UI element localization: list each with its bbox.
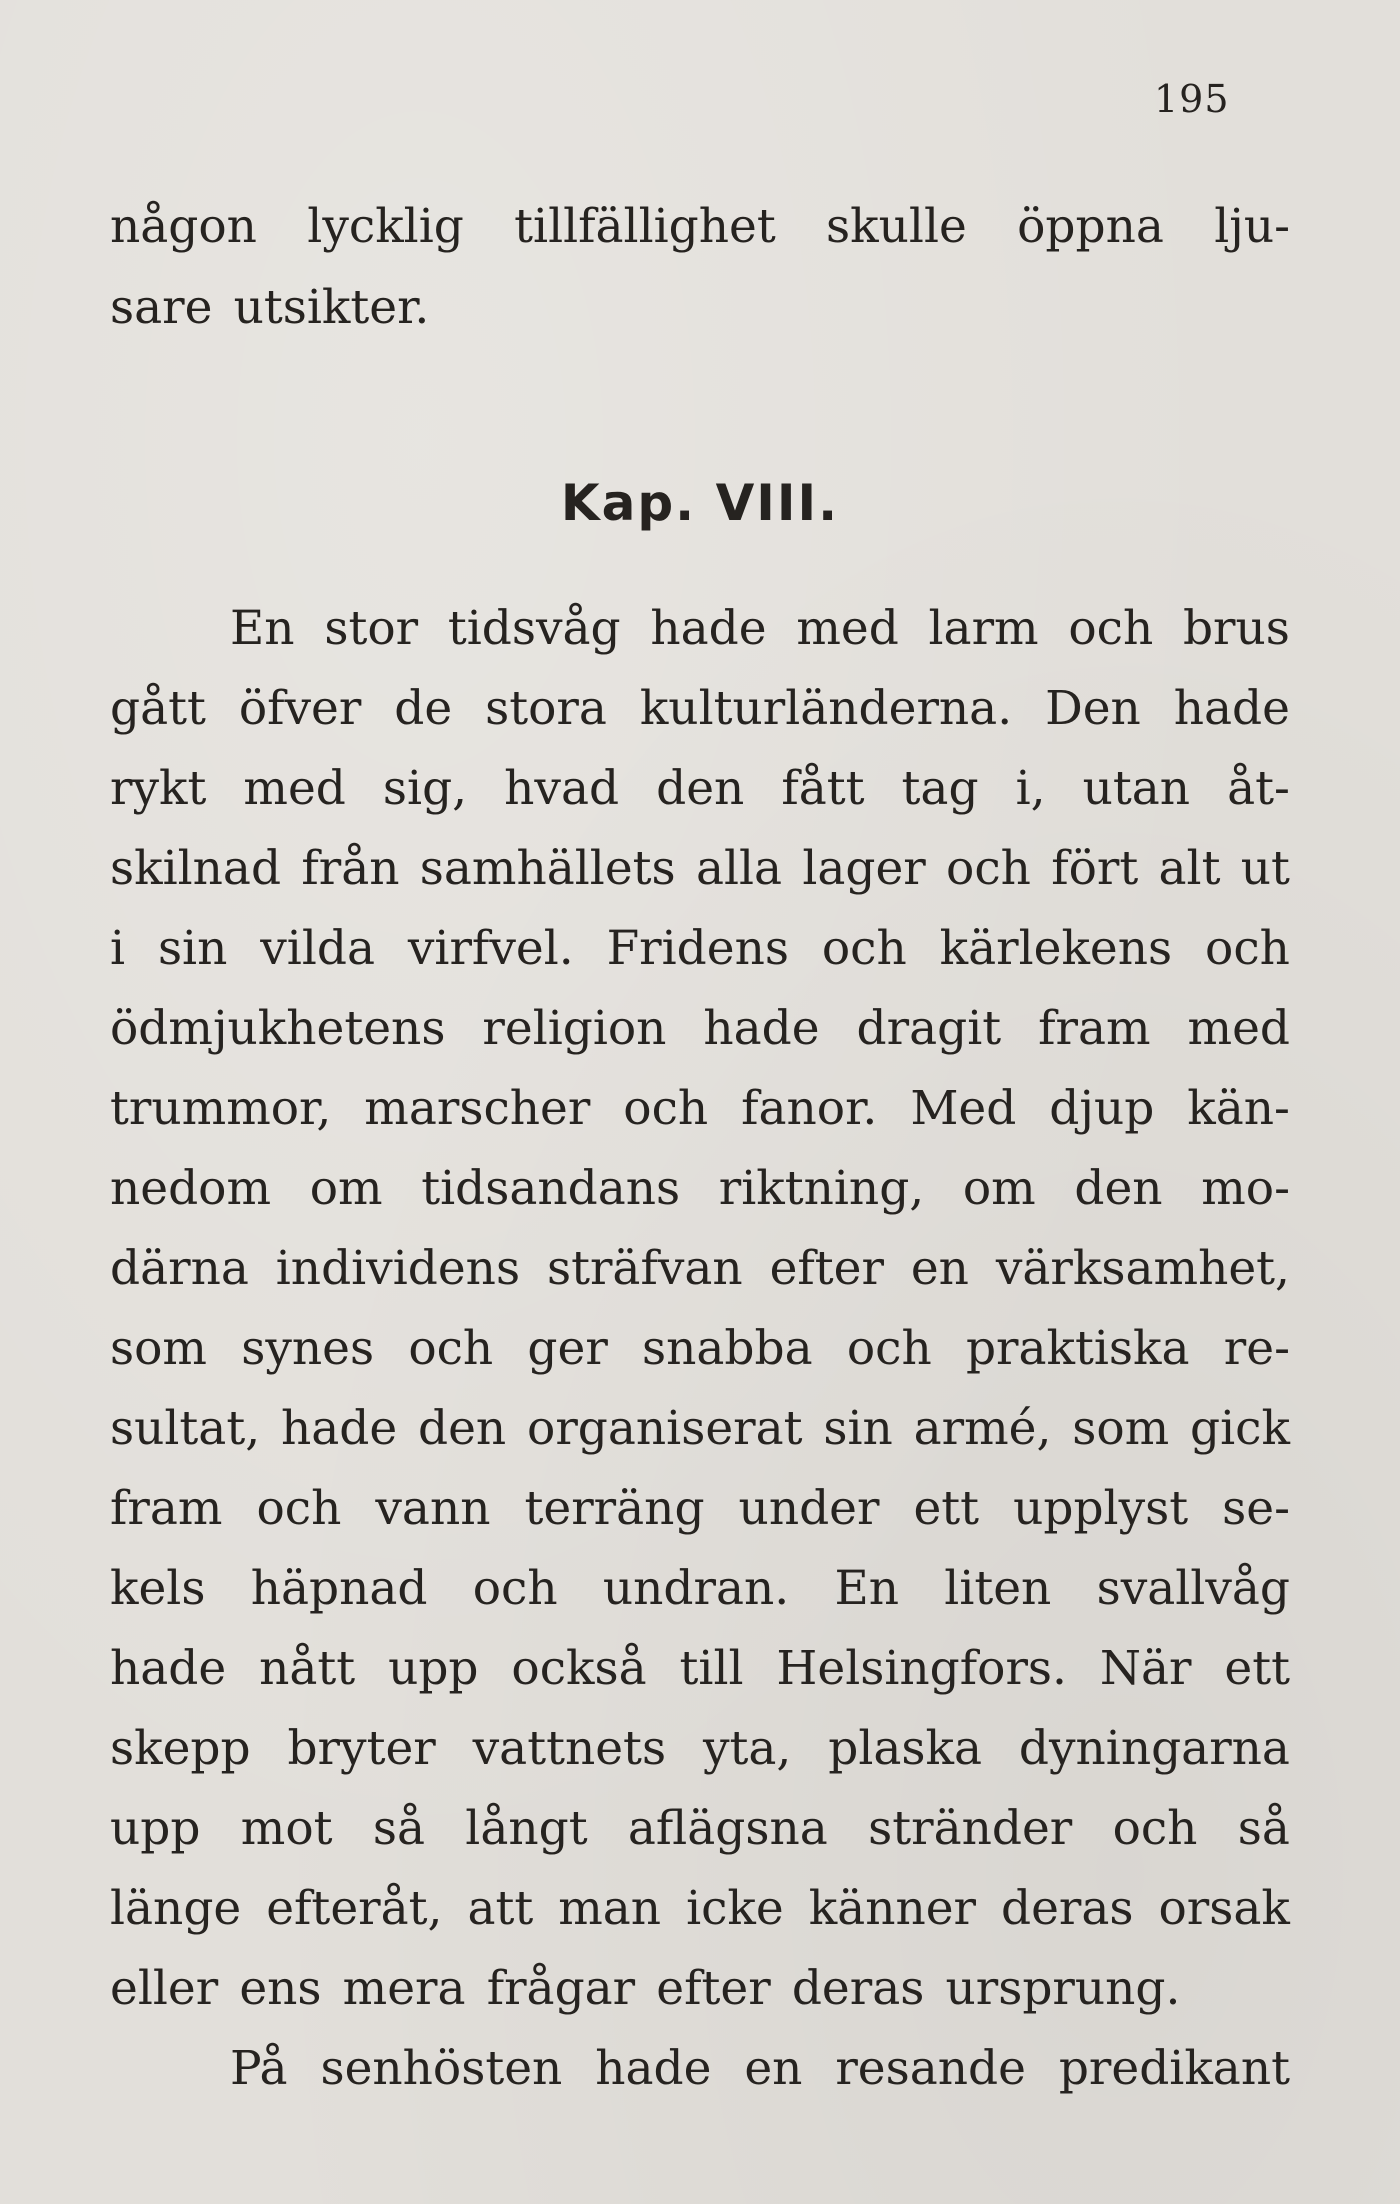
word: tidsandans (421, 1161, 681, 1216)
word: kärlekens (939, 921, 1173, 976)
word: därna (110, 1241, 249, 1296)
word: en (744, 2041, 803, 2096)
word: upplyst (1013, 1481, 1189, 1536)
word: alt (1158, 841, 1221, 896)
word: tag (901, 761, 979, 816)
word: organiserat (527, 1401, 803, 1456)
word: stränder (868, 1801, 1073, 1856)
word: så (372, 1801, 425, 1856)
word: tidsvåg (447, 601, 621, 656)
word: skepp (110, 1721, 251, 1776)
word: sig, (382, 761, 468, 816)
word: Med (910, 1081, 1017, 1136)
word: sare (110, 280, 213, 335)
word: deras (791, 1961, 925, 2016)
word: vilda (260, 921, 375, 976)
text-line (110, 1161, 1290, 1216)
text-line (110, 1561, 1290, 1616)
word: individens (275, 1241, 521, 1296)
word: efter (656, 1961, 771, 2016)
text-line (110, 1721, 1290, 1776)
word: upp (110, 1801, 201, 1856)
text-line (110, 1321, 1290, 1376)
word: skilnad (110, 841, 282, 896)
word: sin (823, 1401, 893, 1456)
word: en (910, 1241, 969, 1296)
word: ett (1224, 1641, 1290, 1696)
word: dyningarna (1018, 1721, 1290, 1776)
word: den (656, 761, 745, 816)
text-line (110, 1881, 1290, 1936)
word: se- (1222, 1481, 1290, 1536)
text-line (230, 2041, 1290, 2096)
word: hade (703, 1001, 820, 1056)
word: fram (110, 1481, 223, 1536)
word: En (230, 601, 295, 656)
word: med (796, 601, 899, 656)
word: snabba (642, 1321, 813, 1376)
word: icke (686, 1881, 784, 1936)
word: kän- (1187, 1081, 1290, 1136)
text-line (110, 1641, 1290, 1696)
word: När (1099, 1641, 1192, 1696)
word: någon (110, 199, 257, 254)
text-line (110, 1401, 1290, 1456)
word: under (738, 1481, 880, 1536)
word: terräng (524, 1481, 705, 1536)
text-line (110, 841, 1290, 896)
word: trummor, (110, 1081, 332, 1136)
word: undran. (602, 1561, 790, 1616)
word: utan (1082, 761, 1191, 816)
word: vann (375, 1481, 491, 1536)
word: hade (110, 1641, 227, 1696)
word: från (301, 841, 400, 896)
word: efteråt, (266, 1881, 443, 1936)
word: den (1074, 1161, 1163, 1216)
word: hade (595, 2041, 712, 2096)
word: aflägsna (627, 1801, 828, 1856)
word: så (1237, 1801, 1290, 1856)
word: och (256, 1481, 342, 1536)
word: stor (324, 601, 419, 656)
word: om (962, 1161, 1036, 1216)
word: fört (1051, 841, 1139, 896)
word: re- (1223, 1321, 1290, 1376)
word: riktning, (718, 1161, 925, 1216)
text-line (110, 280, 1290, 335)
word: Helsingfors. (776, 1641, 1067, 1696)
word: Fridens (606, 921, 789, 976)
word: med (1187, 1001, 1290, 1056)
word: tillfällighet (514, 199, 776, 254)
text-line (230, 601, 1290, 656)
word: På (230, 2041, 288, 2096)
word: kels (110, 1561, 206, 1616)
word: armé, (913, 1401, 1052, 1456)
word: yta, (702, 1721, 792, 1776)
word: En (834, 1561, 900, 1616)
word: hade (1173, 681, 1290, 736)
word: svallvåg (1096, 1561, 1290, 1616)
word: resande (835, 2041, 1026, 2096)
chapter-heading: Kap. VIII. (560, 474, 840, 532)
word: ger (527, 1321, 608, 1376)
word: och (946, 841, 1031, 896)
word: som (110, 1321, 207, 1376)
word: de (394, 681, 453, 736)
word: upp (388, 1641, 479, 1696)
word: gått (110, 681, 206, 736)
text-line (110, 1961, 1290, 2016)
word: senhösten (320, 2041, 563, 2096)
word: deras (1001, 1881, 1134, 1936)
word: lycklig (307, 199, 464, 254)
word: öfver (238, 681, 362, 736)
word: fanor. (741, 1081, 878, 1136)
word: och (623, 1081, 709, 1136)
word: samhällets (419, 841, 676, 896)
word: åt- (1227, 761, 1290, 816)
word: öppna (1017, 199, 1164, 254)
word: länge (110, 1881, 242, 1936)
word: den (418, 1401, 507, 1456)
word: praktiska (965, 1321, 1190, 1376)
word: frågar (486, 1961, 636, 2016)
word: brus (1182, 601, 1290, 656)
word: sträfvan (546, 1241, 743, 1296)
word: gick (1190, 1401, 1290, 1456)
text-line (110, 761, 1290, 816)
word: till (679, 1641, 744, 1696)
text-line (110, 681, 1290, 736)
word: lju- (1214, 199, 1290, 254)
word: om (309, 1161, 383, 1216)
word: eller (110, 1961, 219, 2016)
word: bryter (287, 1721, 436, 1776)
word: lager (802, 841, 926, 896)
word: nått (259, 1641, 356, 1696)
text-line (110, 1081, 1290, 1136)
word: häpnad (250, 1561, 428, 1616)
word: fram (1038, 1001, 1151, 1056)
text-line (110, 1481, 1290, 1536)
word: hvad (504, 761, 620, 816)
word: stora (485, 681, 607, 736)
word: ett (913, 1481, 980, 1536)
word: mera (342, 1961, 466, 2016)
word: hade (281, 1401, 398, 1456)
word: ursprung. (945, 1961, 1181, 2016)
word: vattnets (472, 1721, 667, 1776)
word: nedom (110, 1161, 272, 1216)
word: rykt (110, 761, 207, 816)
word: och (1112, 1801, 1198, 1856)
word: hade (650, 601, 767, 656)
word: liten (944, 1561, 1052, 1616)
word: i, (1015, 761, 1046, 816)
word: och (472, 1561, 558, 1616)
word: larm (928, 601, 1039, 656)
word: sultat, (110, 1401, 261, 1456)
word: mot (240, 1801, 333, 1856)
word: sin (157, 921, 228, 976)
word: i (110, 921, 126, 976)
word: och (1068, 601, 1154, 656)
word: man (558, 1881, 662, 1936)
text-line (110, 1001, 1290, 1056)
word: ödmjukhetens (110, 1001, 446, 1056)
word: att (467, 1881, 534, 1936)
word: efter (769, 1241, 884, 1296)
word: och (1205, 921, 1290, 976)
word: plaska (828, 1721, 982, 1776)
word: djup (1049, 1081, 1155, 1136)
word: ut (1240, 841, 1290, 896)
word: utsikter. (233, 280, 430, 335)
word: känner (808, 1881, 977, 1936)
word: med (243, 761, 346, 816)
word: värksamhet, (995, 1241, 1290, 1296)
word: Den (1045, 681, 1141, 736)
word: predikant (1058, 2041, 1290, 2096)
word: mo- (1201, 1161, 1290, 1216)
word: dragit (856, 1001, 1002, 1056)
word: och (846, 1321, 932, 1376)
word: också (511, 1641, 647, 1696)
word: orsak (1158, 1881, 1290, 1936)
word: religion (482, 1001, 667, 1056)
word: alla (695, 841, 783, 896)
word: långt (465, 1801, 588, 1856)
word: kulturländerna. (639, 681, 1013, 736)
text-line (110, 199, 1290, 254)
text-line (110, 921, 1290, 976)
word: och (821, 921, 907, 976)
word: synes (241, 1321, 375, 1376)
page-number: 195 (1154, 77, 1230, 121)
word: marscher (364, 1081, 591, 1136)
word: fått (781, 761, 865, 816)
word: virfvel. (407, 921, 574, 976)
word: skulle (826, 199, 967, 254)
text-line (110, 1241, 1290, 1296)
word: ens (239, 1961, 322, 2016)
text-line (110, 1801, 1290, 1856)
word: som (1072, 1401, 1170, 1456)
word: och (408, 1321, 494, 1376)
